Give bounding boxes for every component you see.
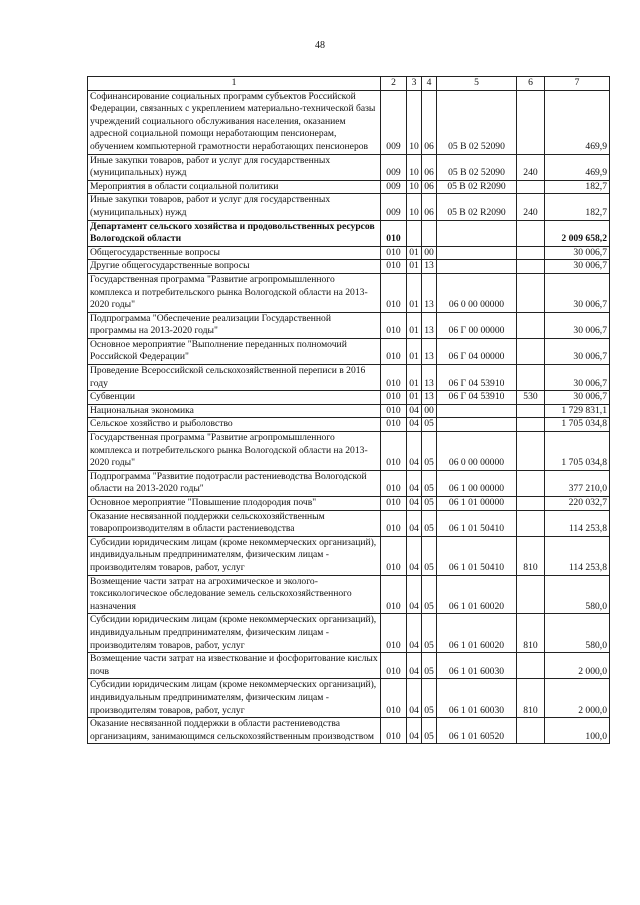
row-subsection-code: 05 [422, 575, 437, 614]
row-section-code: 01 [407, 260, 422, 274]
row-target-article: 06 1 01 60030 [437, 679, 517, 718]
row-section-code: 04 [407, 497, 422, 511]
row-ministry-code: 010 [381, 718, 407, 744]
row-section-code: 01 [407, 338, 422, 364]
row-target-article: 06 1 01 60520 [437, 718, 517, 744]
row-target-article: 06 1 01 60020 [437, 575, 517, 614]
row-name: Департамент сельского хозяйства и продовольственных ресурсов Вологодской области [88, 220, 381, 246]
row-section-code: 04 [407, 679, 422, 718]
row-target-article [437, 246, 517, 260]
row-name: Национальная экономика [88, 404, 381, 418]
header-cell: 3 [407, 77, 422, 91]
row-amount: 30 006,7 [545, 365, 610, 391]
row-expense-type: 810 [517, 536, 545, 575]
row-target-article: 06 Г 04 00000 [437, 338, 517, 364]
row-ministry-code: 010 [381, 653, 407, 679]
row-section-code [407, 220, 422, 246]
row-name: Основное мероприятие "Повышение плодородия почв" [88, 497, 381, 511]
row-name: Проведение Всероссийской сельскохозяйственной переписи в 2016 году [88, 365, 381, 391]
row-target-article: 06 1 01 60030 [437, 653, 517, 679]
row-target-article [437, 260, 517, 274]
row-name: Государственная программа "Развитие агропромышленного комплекса и потребительского рынка Вологодской области на 2013-2020 годы" [88, 432, 381, 471]
row-expense-type [517, 432, 545, 471]
row-ministry-code: 010 [381, 391, 407, 405]
row-subsection-code: 05 [422, 432, 437, 471]
row-ministry-code: 010 [381, 470, 407, 496]
row-amount: 1 705 034,8 [545, 418, 610, 432]
row-subsection-code: 06 [422, 154, 437, 180]
row-amount: 469,9 [545, 90, 610, 154]
row-section-code: 10 [407, 194, 422, 220]
row-target-article [437, 418, 517, 432]
row-ministry-code: 010 [381, 679, 407, 718]
row-section-code: 04 [407, 575, 422, 614]
row-amount: 114 253,8 [545, 536, 610, 575]
row-subsection-code: 05 [422, 718, 437, 744]
row-target-article: 05 В 02 R2090 [437, 180, 517, 194]
row-subsection-code: 13 [422, 273, 437, 312]
row-ministry-code: 010 [381, 614, 407, 653]
row-subsection-code: 00 [422, 404, 437, 418]
row-name: Оказание несвязанной поддержки сельскохозяйственным товаропроизводителям в области растениеводства [88, 510, 381, 536]
row-section-code: 04 [407, 536, 422, 575]
row-section-code: 04 [407, 614, 422, 653]
row-ministry-code: 010 [381, 575, 407, 614]
row-expense-type [517, 510, 545, 536]
row-name: Субсидии юридическим лицам (кроме некоммерческих организаций), индивидуальным предпринимателям, физическим лицам - производителям товаров, работ, услуг [88, 536, 381, 575]
table-row [88, 432, 610, 471]
row-name: Возмещение части затрат на известкование и фосфоритование кислых почв [88, 653, 381, 679]
row-target-article: 06 Г 04 53910 [437, 365, 517, 391]
row-ministry-code: 009 [381, 154, 407, 180]
row-target-article: 05 В 02 52090 [437, 154, 517, 180]
row-ministry-code: 010 [381, 432, 407, 471]
row-amount: 220 032,7 [545, 497, 610, 511]
row-section-code: 10 [407, 180, 422, 194]
row-amount: 2 000,0 [545, 653, 610, 679]
row-expense-type [517, 718, 545, 744]
header-cell: 1 [88, 77, 381, 91]
row-expense-type [517, 404, 545, 418]
row-target-article [437, 220, 517, 246]
row-ministry-code: 009 [381, 180, 407, 194]
row-name: Иные закупки товаров, работ и услуг для государственных (муниципальных) нужд [88, 154, 381, 180]
row-subsection-code: 00 [422, 246, 437, 260]
table-row [88, 260, 610, 274]
row-target-article: 06 0 00 00000 [437, 273, 517, 312]
table-row [88, 614, 610, 653]
row-section-code: 04 [407, 432, 422, 471]
row-section-code: 01 [407, 391, 422, 405]
row-subsection-code: 06 [422, 194, 437, 220]
row-subsection-code: 05 [422, 653, 437, 679]
row-amount: 580,0 [545, 614, 610, 653]
row-expense-type [517, 260, 545, 274]
row-amount: 30 006,7 [545, 312, 610, 338]
row-subsection-code: 05 [422, 470, 437, 496]
row-name: Подпрограмма "Развитие подотрасли растениеводства Вологодской области на 2013-2020 годы" [88, 470, 381, 496]
row-section-code: 01 [407, 246, 422, 260]
table-row [88, 536, 610, 575]
row-subsection-code: 13 [422, 260, 437, 274]
row-name: Основное мероприятие "Выполнение переданных полномочий Российской Федерации" [88, 338, 381, 364]
table-body [88, 90, 610, 744]
table-row [88, 497, 610, 511]
row-expense-type [517, 90, 545, 154]
table-row [88, 90, 610, 154]
table-row [88, 273, 610, 312]
row-subsection-code: 05 [422, 418, 437, 432]
table-row [88, 246, 610, 260]
table-row [88, 194, 610, 220]
row-amount: 182,7 [545, 194, 610, 220]
row-subsection-code: 13 [422, 338, 437, 364]
row-target-article: 06 1 01 00000 [437, 497, 517, 511]
row-expense-type [517, 180, 545, 194]
header-cell: 5 [437, 77, 517, 91]
table-row [88, 510, 610, 536]
row-expense-type [517, 220, 545, 246]
row-amount: 1 705 034,8 [545, 432, 610, 471]
row-expense-type [517, 273, 545, 312]
row-name: Субсидии юридическим лицам (кроме некоммерческих организаций), индивидуальным предпринимателям, физическим лицам - производителям товаров, работ, услуг [88, 679, 381, 718]
row-expense-type: 240 [517, 194, 545, 220]
row-ministry-code: 009 [381, 90, 407, 154]
row-section-code: 04 [407, 718, 422, 744]
row-name: Иные закупки товаров, работ и услуг для государственных (муниципальных) нужд [88, 194, 381, 220]
row-name: Подпрограмма "Обеспечение реализации Государственной программы на 2013-2020 годы" [88, 312, 381, 338]
row-target-article: 05 В 02 R2090 [437, 194, 517, 220]
row-expense-type [517, 312, 545, 338]
table-row [88, 220, 610, 246]
row-ministry-code: 010 [381, 497, 407, 511]
table-row [88, 312, 610, 338]
row-ministry-code: 010 [381, 536, 407, 575]
row-section-code: 04 [407, 470, 422, 496]
row-expense-type: 530 [517, 391, 545, 405]
row-name: Государственная программа "Развитие агропромышленного комплекса и потребительского рынка Вологодской области на 2013-2020 годы" [88, 273, 381, 312]
row-expense-type [517, 470, 545, 496]
row-target-article [437, 404, 517, 418]
row-section-code: 04 [407, 418, 422, 432]
row-expense-type [517, 365, 545, 391]
row-subsection-code [422, 220, 437, 246]
header-cell: 4 [422, 77, 437, 91]
row-name: Оказание несвязанной поддержки в области растениеводства организациям, занимающимся сельскохозяйственным производством [88, 718, 381, 744]
row-section-code: 01 [407, 312, 422, 338]
row-subsection-code: 05 [422, 510, 437, 536]
row-name: Возмещение части затрат на агрохимическое и эколого-токсикологическое обследование земель сельскохозяйственного назначения [88, 575, 381, 614]
table-row [88, 718, 610, 744]
table-row [88, 180, 610, 194]
row-expense-type [517, 418, 545, 432]
row-subsection-code: 06 [422, 90, 437, 154]
table-row [88, 404, 610, 418]
row-ministry-code: 010 [381, 246, 407, 260]
row-section-code: 04 [407, 653, 422, 679]
row-ministry-code: 010 [381, 404, 407, 418]
row-target-article: 06 Г 04 53910 [437, 391, 517, 405]
row-section-code: 10 [407, 90, 422, 154]
header-cell: 7 [545, 77, 610, 91]
row-expense-type [517, 575, 545, 614]
row-target-article: 05 В 02 52090 [437, 90, 517, 154]
row-name: Другие общегосударственные вопросы [88, 260, 381, 274]
table-row [88, 365, 610, 391]
row-section-code: 01 [407, 365, 422, 391]
row-expense-type [517, 338, 545, 364]
row-amount: 2 009 658,2 [545, 220, 610, 246]
page-number: 48 [315, 40, 325, 51]
row-amount: 377 210,0 [545, 470, 610, 496]
table-row [88, 418, 610, 432]
row-name: Субсидии юридическим лицам (кроме некоммерческих организаций), индивидуальным предпринимателям, физическим лицам - производителям товаров, работ, услуг [88, 614, 381, 653]
row-name: Общегосударственные вопросы [88, 246, 381, 260]
row-ministry-code: 010 [381, 510, 407, 536]
row-section-code: 10 [407, 154, 422, 180]
row-amount: 580,0 [545, 575, 610, 614]
table-row [88, 154, 610, 180]
header-cell: 6 [517, 77, 545, 91]
budget-table [87, 76, 610, 744]
row-subsection-code: 05 [422, 614, 437, 653]
row-target-article: 06 1 00 00000 [437, 470, 517, 496]
row-subsection-code: 13 [422, 391, 437, 405]
row-ministry-code: 009 [381, 194, 407, 220]
row-expense-type: 810 [517, 679, 545, 718]
row-ministry-code: 010 [381, 312, 407, 338]
row-amount: 30 006,7 [545, 246, 610, 260]
row-target-article: 06 1 01 50410 [437, 536, 517, 575]
row-amount: 30 006,7 [545, 391, 610, 405]
header-row [88, 77, 610, 91]
header-cell: 2 [381, 77, 407, 91]
table-row [88, 338, 610, 364]
row-expense-type [517, 246, 545, 260]
row-expense-type: 240 [517, 154, 545, 180]
row-target-article: 06 0 00 00000 [437, 432, 517, 471]
table-row [88, 575, 610, 614]
row-target-article: 06 1 01 60020 [437, 614, 517, 653]
row-ministry-code: 010 [381, 273, 407, 312]
row-subsection-code: 13 [422, 365, 437, 391]
row-ministry-code: 010 [381, 418, 407, 432]
row-name: Софинансирование социальных программ субъектов Российской Федерации, связанных с укреплением материально-технической базы учреждений социального обслуживания населения, оказанием адресной социальной помощи неработающим пенсионерам, обучением компьютерной грамотности неработающих пенсионеров [88, 90, 381, 154]
row-section-code: 04 [407, 510, 422, 536]
row-amount: 30 006,7 [545, 260, 610, 274]
row-subsection-code: 05 [422, 679, 437, 718]
row-name: Субвенции [88, 391, 381, 405]
row-amount: 1 729 831,1 [545, 404, 610, 418]
row-name: Мероприятия в области социальной политики [88, 180, 381, 194]
row-amount: 100,0 [545, 718, 610, 744]
row-amount: 469,9 [545, 154, 610, 180]
row-ministry-code: 010 [381, 260, 407, 274]
row-amount: 114 253,8 [545, 510, 610, 536]
row-amount: 182,7 [545, 180, 610, 194]
row-subsection-code: 05 [422, 536, 437, 575]
row-section-code: 04 [407, 404, 422, 418]
row-expense-type [517, 653, 545, 679]
row-expense-type: 810 [517, 614, 545, 653]
row-section-code: 01 [407, 273, 422, 312]
table-row [88, 679, 610, 718]
row-amount: 2 000,0 [545, 679, 610, 718]
row-ministry-code: 010 [381, 220, 407, 246]
row-ministry-code: 010 [381, 365, 407, 391]
row-name: Сельское хозяйство и рыболовство [88, 418, 381, 432]
row-subsection-code: 05 [422, 497, 437, 511]
row-subsection-code: 13 [422, 312, 437, 338]
row-ministry-code: 010 [381, 338, 407, 364]
row-target-article: 06 Г 00 00000 [437, 312, 517, 338]
row-amount: 30 006,7 [545, 273, 610, 312]
row-target-article: 06 1 01 50410 [437, 510, 517, 536]
table-row [88, 470, 610, 496]
row-subsection-code: 06 [422, 180, 437, 194]
table-row [88, 653, 610, 679]
row-expense-type [517, 497, 545, 511]
table-row [88, 391, 610, 405]
row-amount: 30 006,7 [545, 338, 610, 364]
